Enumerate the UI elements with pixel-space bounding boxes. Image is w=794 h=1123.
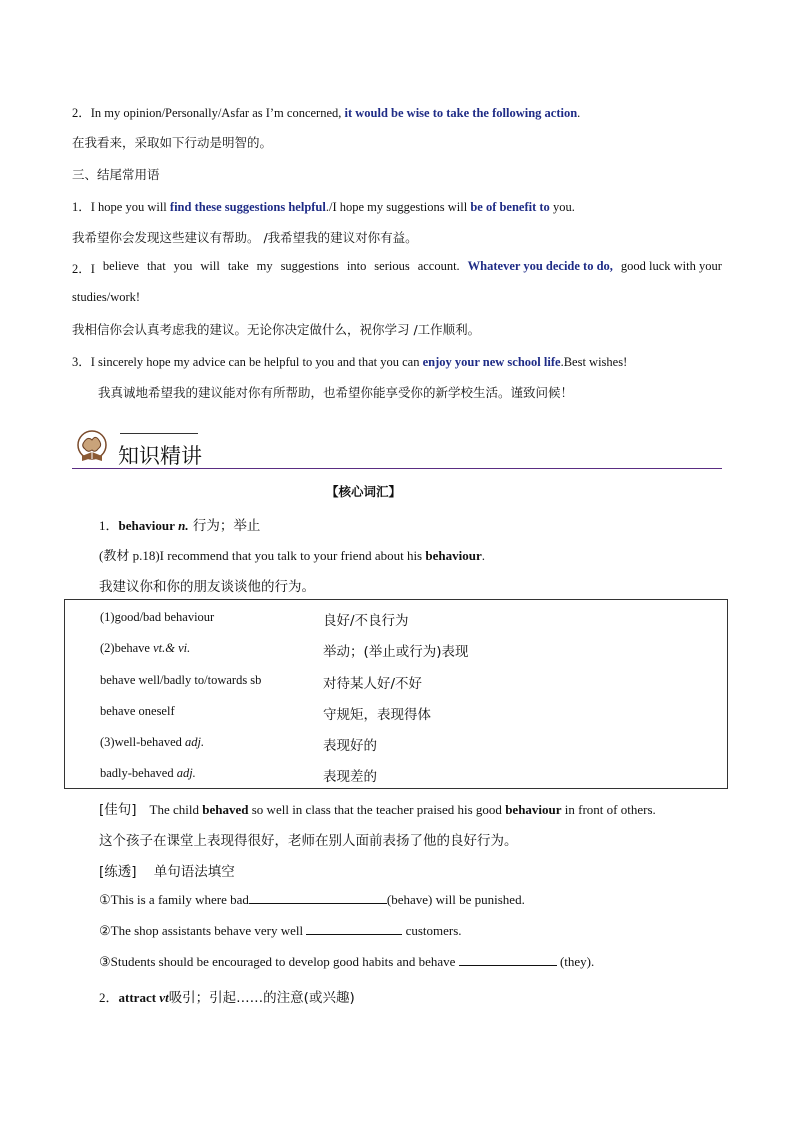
- answer-blank[interactable]: [459, 954, 557, 966]
- closing-line-2-cont: studies/work!: [72, 290, 141, 304]
- usage-row-en: badly-behaved adj.: [100, 766, 196, 780]
- closing-line-1-zh: 我希望你会发现这些建议有帮助。 /我希望我的建议对你有益。: [72, 230, 418, 245]
- answer-blank[interactable]: [306, 923, 402, 935]
- closing-line-2: 2．I believe that you will take my suggestions into serious account. Whatever you decide to do, good luck with your: [72, 259, 722, 276]
- core-vocab-title: 【核心词汇】: [326, 484, 402, 499]
- opening-line-2-zh: 在我看来，采取如下行动是明智的。: [72, 135, 273, 150]
- usage-row-zh: 表现差的: [323, 769, 377, 785]
- usage-row-en: (1)good/bad behaviour: [100, 610, 215, 624]
- good-sentence: [佳句] The child behaved so well in class that the teacher praised his good behaviour in front of others.: [99, 802, 656, 818]
- word-2-heading: 2．attract vt吸引；引起……的注意(或兴趣): [99, 990, 355, 1006]
- usage-row-en: (2)behave vt.& vi.: [100, 641, 191, 655]
- key-phrase: find these suggestions helpful: [169, 200, 326, 214]
- closing-line-1: 1．I hope you will find these suggestions helpful./I hope my suggestions will be of benefit to you.: [72, 200, 575, 214]
- exercise-2: ②The shop assistants behave very well customers.: [99, 923, 462, 938]
- good-sentence-zh: 这个孩子在课堂上表现得很好，老师在别人面前表扬了他的良好行为。: [99, 833, 518, 849]
- usage-row-zh: 举动；(举止或行为)表现: [323, 644, 469, 660]
- section-3-title: 三、结尾常用语: [72, 167, 160, 182]
- header-divider-small: [120, 433, 198, 434]
- closing-line-2-zh: 我相信你会认真考虑我的建议。无论你决定做什么，祝你学习 /工作顺利。: [72, 322, 481, 337]
- opening-line-2: 2．In my opinion/Personally/Asfar as I’m concerned, it would be wise to take the following action.: [72, 106, 581, 120]
- answer-blank[interactable]: [249, 892, 387, 904]
- key-phrase: be of benefit to: [470, 200, 550, 214]
- key-phrase: enjoy your new school life: [422, 355, 561, 369]
- closing-line-3: 3．I sincerely hope my advice can be helpful to you and that you can enjoy your new school life.Best wishes!: [72, 355, 628, 369]
- usage-row-zh: 对待某人好/不好: [323, 676, 423, 692]
- key-phrase: it would be wise to take the following action: [344, 106, 578, 120]
- usage-row-en: behave well/badly to/towards sb: [100, 673, 262, 687]
- word-1-heading: 1．behaviour n. 行为；举止: [99, 518, 261, 534]
- word-1-example: (教材 p.18)I recommend that you talk to your friend about his behaviour.: [99, 548, 485, 563]
- exercise-3: ③Students should be encouraged to develop good habits and behave (they).: [99, 954, 595, 969]
- usage-row-zh: 良好/不良行为: [323, 613, 409, 629]
- usage-row-zh: 表现好的: [323, 738, 377, 754]
- brain-book-icon: [74, 428, 110, 466]
- exercise-1: ①This is a family where bad (behave) will be punished.: [99, 892, 525, 907]
- closing-line-3-zh: 我真诚地希望我的建议能对你有所帮助，也希望你能享受你的新学校生活。谨致问候！: [98, 385, 574, 400]
- header-divider: [72, 468, 722, 469]
- key-phrase: Whatever you decide to do,: [467, 259, 613, 273]
- practice-heading: [练透] 单句语法填空: [99, 864, 235, 880]
- section-header-title: 知识精讲: [118, 444, 202, 468]
- usage-row-zh: 守规矩，表现得体: [323, 707, 431, 723]
- usage-row-en: behave oneself: [100, 704, 175, 718]
- usage-row-en: (3)well-behaved adj.: [100, 735, 205, 749]
- word-1-example-zh: 我建议你和你的朋友谈谈他的行为。: [99, 579, 315, 595]
